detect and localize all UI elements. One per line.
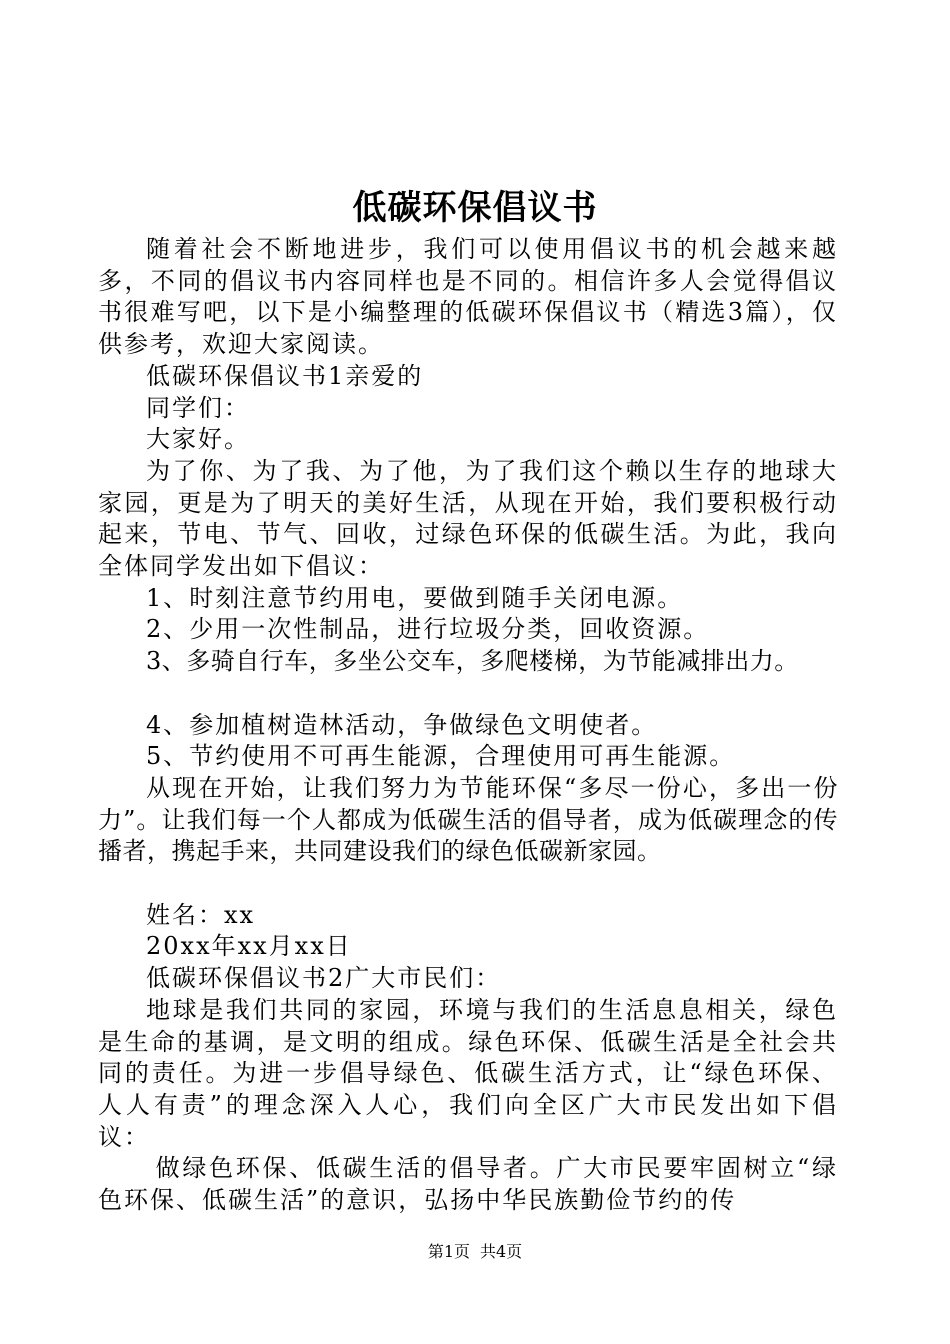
intro-paragraph: 随着社会不断地进步，我们可以使用倡议书的机会越来越多，不同的倡议书内容同样也是不同的。相信许多人会觉得倡议书很难写吧，以下是小编整理的低碳环保倡议书（精选3篇），仅供参考，欢迎大家阅读。 (98, 235, 838, 359)
proposal-item-1: 1、时刻注意节约用电，要做到随手关闭电源。 (146, 583, 684, 612)
salutation: 同学们： (146, 393, 250, 422)
greeting: 大家好。 (146, 425, 250, 454)
section-1-heading: 低碳环保倡议书1亲爱的 (146, 361, 424, 390)
page-footer (0, 1241, 950, 1263)
section-2-paragraph: 地球是我们共同的家园，环境与我们的生活息息相关，绿色是生命的基调，是文明的组成。绿色环保、低碳生活是全社会共同的责任。为进一步倡导绿色、低碳生活方式，让“绿色环保、人人有责”的理念深入人心，我们向全区广大市民发出如下倡议： (98, 995, 838, 1151)
page-total: 共4页 (480, 1242, 523, 1261)
section-2-proposal-paragraph: 做绿色环保、低碳生活的倡导者。广大市民要牢固树立“绿色环保、低碳生活”的意识，弘扬中华民族勤俭节约的传 (98, 1154, 838, 1215)
page-number: 第1页 (427, 1242, 470, 1261)
proposal-item-4: 4、参加植树造林活动，争做绿色文明使者。 (146, 710, 658, 739)
proposal-item-2: 2、少用一次性制品，进行垃圾分类，回收资源。 (146, 615, 710, 644)
proposal-intro-paragraph: 为了你、为了我、为了他，为了我们这个赖以生存的地球大家园，更是为了明天的美好生活，从现在开始，我们要积极行动起来，节电、节气、回收，过绿色环保的低碳生活。为此，我向全体同学发出如下倡议： (98, 456, 838, 581)
proposal-item-5: 5、节约使用不可再生能源，合理使用可再生能源。 (146, 742, 736, 771)
proposal-item-3: 3、多骑自行车，多坐公交车，多爬楼梯，为节能减排出力。 (146, 647, 799, 676)
closing-paragraph: 从现在开始，让我们努力为节能环保“多尽一份心，多出一份力”。让我们每一个人都成为低碳生活的倡导者，成为低碳理念的传播者，携起手来，共同建设我们的绿色低碳新家园。 (98, 773, 838, 866)
document-title: 低碳环保倡议书 (352, 188, 598, 228)
signature-date: 20xx年xx月xx日 (146, 932, 352, 961)
document-body (98, 234, 838, 1217)
section-2-heading: 低碳环保倡议书2广大市民们： (146, 964, 502, 993)
signature-name: 姓名：xx (146, 900, 256, 929)
